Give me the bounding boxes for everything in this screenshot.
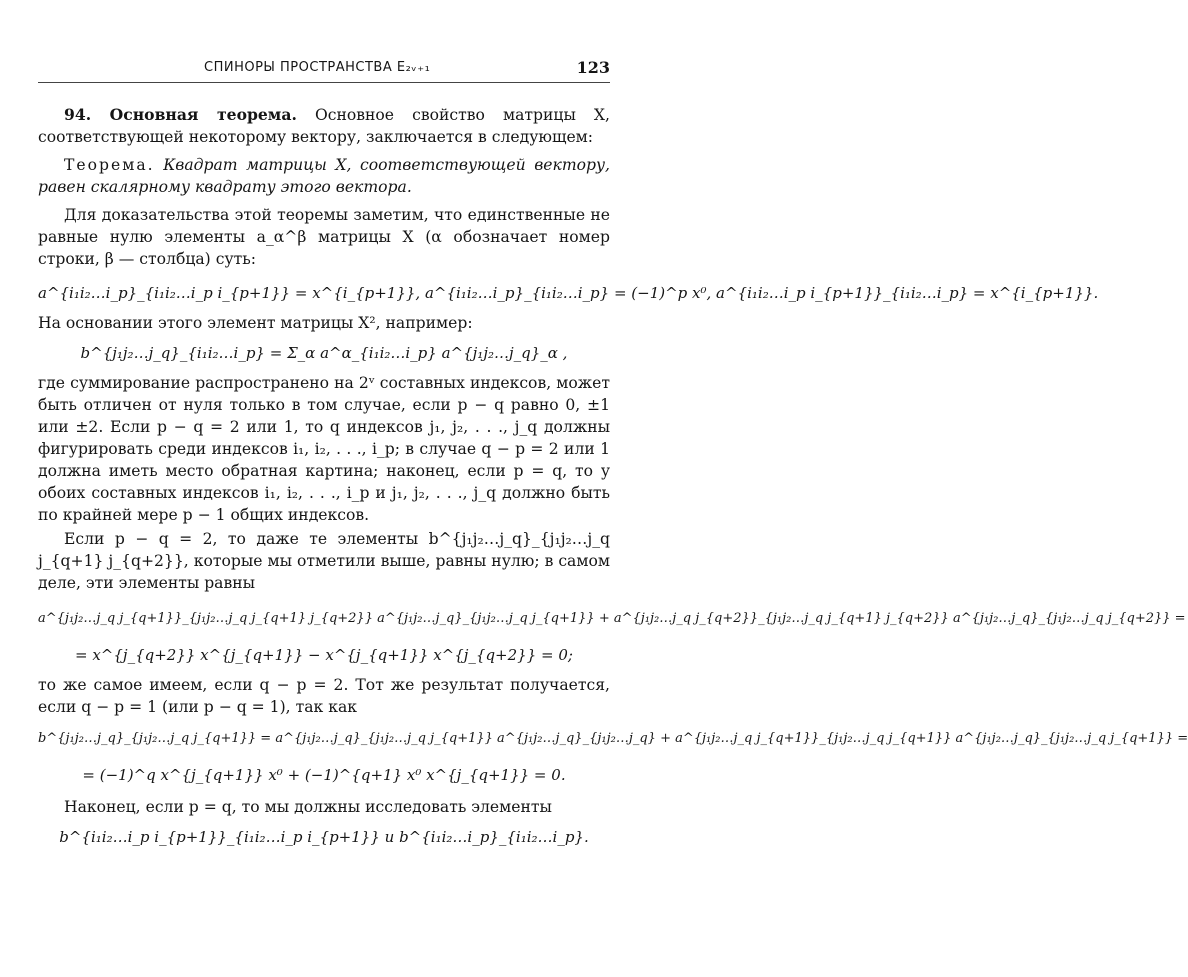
formula-3a: a^{j₁j₂…j_q j_{q+1}}_{j₁j₂…j_q j_{q+1} j_{q+2}} a^{j₁j₂…j_q}_{j₁j₂…j_q j_{q+1}} + a^{j₁j₂…j_q j_{q+2}}_{j₁j₂…j_q j_{q+1} j_{q+2}} a^{j₁j₂…j_q}_{j₁j₂…j_q j_{q+2}} = [38, 611, 1186, 626]
formula-3b: = x^{j_{q+2}} x^{j_{q+1}} − x^{j_{q+1}} x^{j_{q+2}} = 0; [75, 646, 573, 664]
paragraph-4: Если p − q = 2, то даже те элементы b^{j₁j₂…j_q}_{j₁j₂…j_q j_{q+1} j_{q+2}}, которые мы отметили выше, равны нулю; в самом деле, эти элементы равны [38, 530, 610, 592]
formula-5: b^{i₁i₂…i_p i_{p+1}}_{i₁i₂…i_p i_{p+1}} и b^{i₁i₂…i_p}_{i₁i₂…i_p}. [59, 828, 589, 846]
formula-4b: = (−1)^q x^{j_{q+1}} x⁰ + (−1)^{q+1} x⁰ x^{j_{q+1}} = 0. [82, 766, 566, 784]
running-header [38, 58, 610, 82]
paragraph-5: то же самое имеем, если q − p = 2. Тот же результат получается, если q − p = 1 (или p − q = 1), так как [38, 676, 610, 716]
theorem-label: Теорема. [64, 156, 155, 174]
paragraph-3: где суммирование распространено на 2ᵛ составных индексов, может быть отличен от нуля только в том случае, если p − q равно 0, ±1 или ±2. Если p − q = 2 или 1, то q индексов j₁, j₂, . . ., j_q должны фигурировать среди индексов i₁, i₂, . . ., i_p; в случае q − p = 2 или 1 должна иметь место обратная картина; наконец, если p = q, то у обоих составных индексов i₁, i₂, . . ., i_p и j₁, j₂, . . ., j_q должно быть по крайней мере p − 1 общих индексов. [38, 374, 610, 524]
header-rule [38, 82, 610, 83]
section-intro: Основное свойство матрицы X, соответствующей некоторому вектору, заключается в следующем: [38, 106, 610, 146]
theorem-text: Квадрат матрицы X, соответствующей вектору, равен скалярному квадрату этого вектора. [38, 156, 610, 196]
running-title: СПИНОРЫ ПРОСТРАНСТВА E₂ᵥ₊₁ [204, 60, 431, 75]
page-number: 123 [576, 58, 610, 77]
paragraph-2: На основании этого элемент матрицы X², например: [38, 314, 473, 332]
theorem-paragraph [38, 154, 610, 198]
paragraph-6: Наконец, если p = q, то мы должны исследовать элементы [64, 798, 552, 816]
section-heading: 94. Основная теорема. [64, 105, 297, 124]
formula-1: a^{i₁i₂…i_p}_{i₁i₂…i_p i_{p+1}} = x^{i_{p+1}}, a^{i₁i₂…i_p}_{i₁i₂…i_p} = (−1)^p x⁰, a^{i₁i₂…i_p i_{p+1}}_{i₁i₂…i_p} = x^{i_{p+1}}. [38, 284, 1099, 302]
formula-4a: b^{j₁j₂…j_q}_{j₁j₂…j_q j_{q+1}} = a^{j₁j₂…j_q}_{j₁j₂…j_q j_{q+1}} a^{j₁j₂…j_q}_{j₁j₂…j_q} + a^{j₁j₂…j_q j_{q+1}}_{j₁j₂…j_q j_{q+1}} a^{j₁j₂…j_q}_{j₁j₂…j_q j_{q+1}} = [38, 731, 1188, 746]
section-paragraph [38, 104, 610, 148]
page-body [38, 104, 1188, 856]
formula-2: b^{j₁j₂…j_q}_{i₁i₂…i_p} = Σ_α a^α_{i₁i₂…i_p} a^{j₁j₂…j_q}_α , [80, 344, 568, 362]
paragraph-1: Для доказательства этой теоремы заметим, что единственные не равные нулю элементы a_α^β матрицы X (α обозначает номер строки, β — столбца) суть: [38, 206, 610, 268]
